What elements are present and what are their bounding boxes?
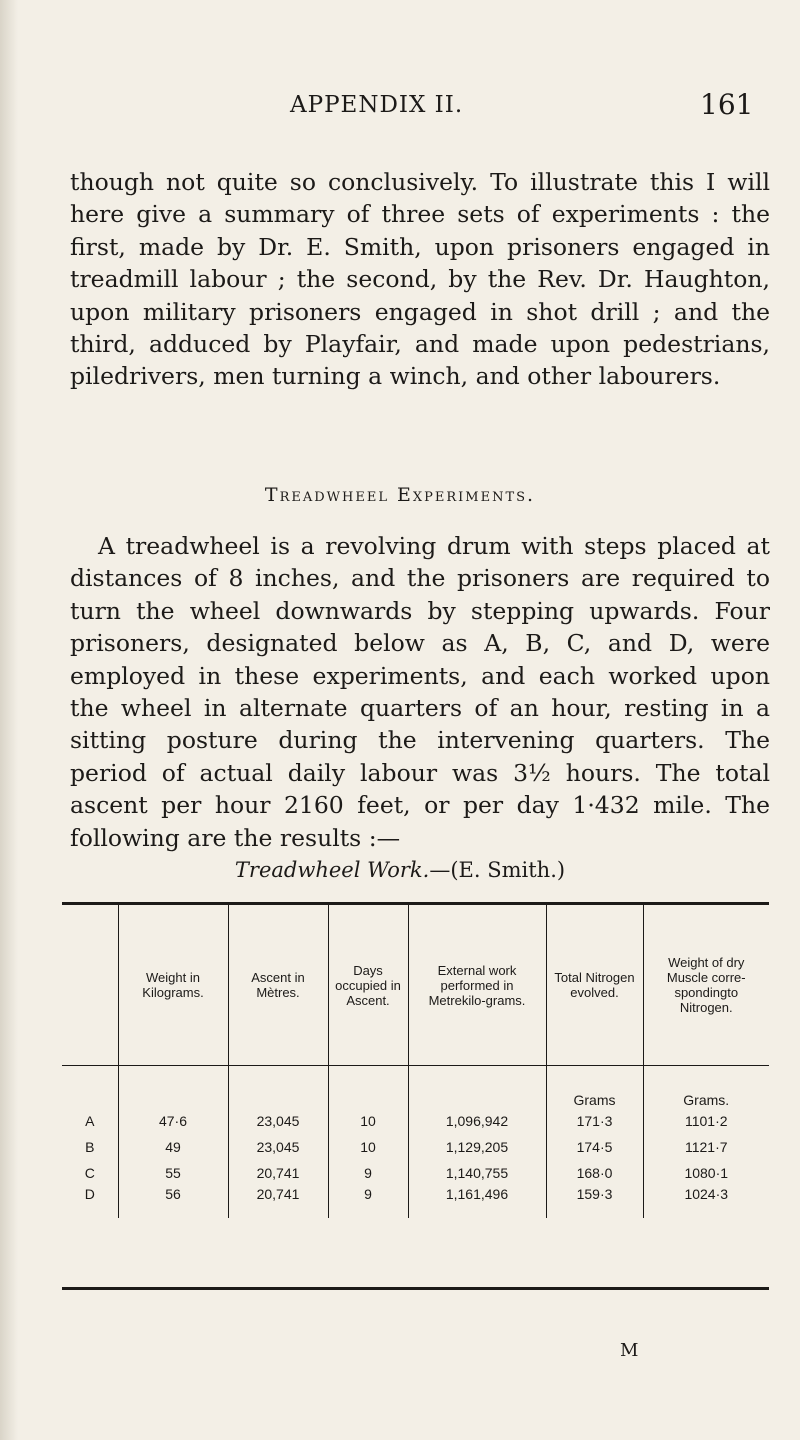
- header-cell: [62, 905, 118, 1066]
- table-cell: B: [85, 1139, 95, 1155]
- table-cell: 1,161,496: [408, 1186, 546, 1218]
- paragraph-treadwheel: A treadwheel is a revolving drum with steps placed at distances of 8 inches, and the prisoners are required to turn the wheel downwards by stepping upwards. Four prisoners, designated below as A, B, C, and D, were employed in these experiments, and each worked upon the wheel in alternate quarters of an hour, resting in a sitting posture during the intervening quarters. The period of actual daily labour was 3½ hours. The total ascent per hour 2160 feet, or per day 1·432 mile. The following are the results :—: [70, 532, 770, 852]
- table-cell: 1121·7: [643, 1134, 769, 1160]
- page-number: 161: [700, 88, 754, 121]
- table-cell: 47·6: [118, 1108, 228, 1134]
- table-cell: 9: [328, 1186, 408, 1218]
- table-cell: 171·3: [546, 1108, 643, 1134]
- caption-source: —(E. Smith.): [429, 858, 566, 882]
- table-cell: C: [84, 1165, 95, 1181]
- table-cell: 20,741: [228, 1160, 328, 1186]
- table-row: [62, 1108, 769, 1134]
- results-table: [62, 902, 769, 1290]
- table-cell: D: [84, 1186, 95, 1202]
- table-cell: 55: [118, 1160, 228, 1186]
- caption-title: Treadwheel Work.: [234, 858, 430, 882]
- table-cell: 10: [328, 1108, 408, 1134]
- table-cell: 168·0: [546, 1160, 643, 1186]
- table-cell: 1101·2: [643, 1108, 769, 1134]
- unit-cell: [328, 1066, 408, 1109]
- header-cell: Weight of dry Muscle corre-spondingto Nitrogen.: [643, 905, 769, 1066]
- table-row: [62, 1160, 769, 1186]
- unit-cell: [228, 1066, 328, 1109]
- header-cell: Total Nitrogen evolved.: [546, 905, 643, 1066]
- section-heading: Treadwheel Experiments.: [264, 484, 536, 506]
- table-cell: 1,096,942: [408, 1108, 546, 1134]
- unit-cell: [118, 1066, 228, 1109]
- paragraph-intro: though not quite so conclusively. To illustrate this I will here give a summary of three sets of experiments : the first, made by Dr. E. Smith, upon prisoners engaged in treadmill labour ; the second, by the Rev. Dr. Haughton, upon military prisoners engaged in shot drill ; and the third, adduced by Playfair, and made upon pedestrians, piledrivers, men turning a winch, and other labourers.: [70, 168, 770, 391]
- table-cell: 10: [328, 1134, 408, 1160]
- table-cell: 1080·1: [643, 1160, 769, 1186]
- table-cell: 23,045: [228, 1134, 328, 1160]
- table-cell: 1,129,205: [408, 1134, 546, 1160]
- table-cell: 159·3: [546, 1186, 643, 1218]
- unit-cell: [62, 1066, 118, 1109]
- header-cell: Days occupied in Ascent.: [328, 905, 408, 1066]
- unit-cell: Grams.: [643, 1066, 769, 1109]
- header-title: APPENDIX II.: [290, 92, 464, 118]
- running-header: [0, 88, 800, 128]
- table-cell: 49: [118, 1134, 228, 1160]
- signature-mark: M: [620, 1340, 639, 1361]
- table-cell: 56: [118, 1186, 228, 1218]
- table-cell: 174·5: [546, 1134, 643, 1160]
- unit-cell: Grams: [546, 1066, 643, 1109]
- table-header-row: [62, 905, 769, 1066]
- table-cell: 9: [328, 1160, 408, 1186]
- header-cell: Weight in Kilograms.: [118, 905, 228, 1066]
- table-cell: 20,741: [228, 1186, 328, 1218]
- table-row: [62, 1134, 769, 1160]
- units-row: [62, 1066, 769, 1109]
- page-edge-shadow: [0, 0, 18, 1440]
- unit-cell: [408, 1066, 546, 1109]
- table-cell: 1024·3: [643, 1186, 769, 1218]
- header-cell: Ascent in Mètres.: [228, 905, 328, 1066]
- table-cell: A: [85, 1113, 95, 1129]
- table-caption: [0, 858, 800, 882]
- table-row: [62, 1186, 769, 1218]
- table-cell: 23,045: [228, 1108, 328, 1134]
- table-cell: 1,140,755: [408, 1160, 546, 1186]
- header-cell: External work performed in Metrekilo-grams.: [408, 905, 546, 1066]
